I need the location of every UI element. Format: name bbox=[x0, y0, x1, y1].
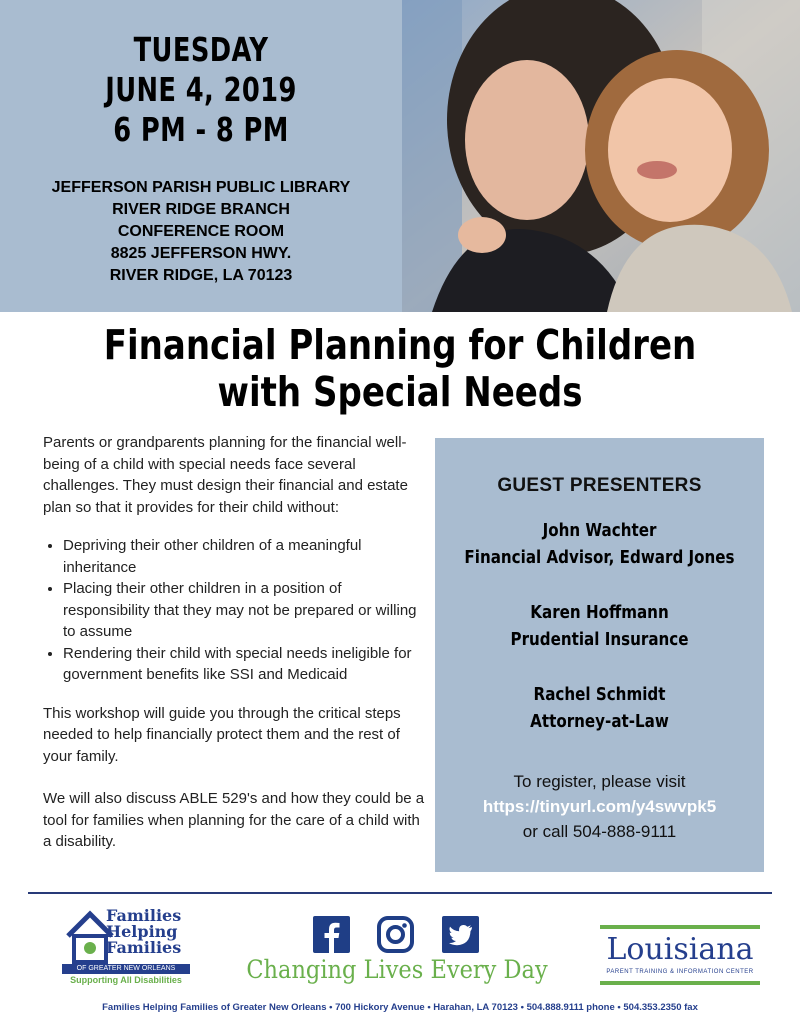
presenter-role: Prudential Insurance bbox=[510, 629, 689, 650]
presenter-name: Karen Hoffmann bbox=[530, 602, 669, 623]
la-subtitle: PARENT TRAINING & INFORMATION CENTER bbox=[606, 969, 754, 975]
facebook-icon[interactable] bbox=[313, 916, 350, 953]
divider bbox=[28, 892, 772, 894]
presenter bbox=[461, 517, 737, 571]
page-title bbox=[68, 322, 732, 416]
hero-photo bbox=[402, 0, 800, 312]
event-venue bbox=[0, 177, 402, 287]
logo-rule bbox=[600, 981, 760, 985]
able-paragraph: We will also discuss ABLE 529's and how they could be a tool for families when planning for the care of a child with a disability. bbox=[43, 790, 425, 850]
bullet-list bbox=[43, 535, 428, 686]
register-phone: or call 504-888-9111 bbox=[522, 822, 677, 841]
list-item: • Depriving their other children of a meaningful inheritance bbox=[63, 535, 428, 578]
louisiana-ptic-logo bbox=[600, 925, 760, 987]
la-wordmark: Louisiana bbox=[606, 932, 754, 967]
list-item: • Placing their other children in a position of responsibility that they may not be prepared or willing to assume bbox=[63, 578, 428, 643]
fhf-band: OF GREATER NEW ORLEANS bbox=[62, 964, 190, 974]
footer-contact: Families Helping Families of Greater New Orleans • 700 Hickory Avenue • Harahan, LA 70123 • 504.888.9111 phone • 504.353.2350 fax bbox=[102, 1002, 698, 1013]
instagram-icon[interactable] bbox=[377, 916, 414, 953]
description bbox=[43, 432, 428, 853]
fhf-logo bbox=[50, 908, 190, 988]
presenter-role: Attorney-at-Law bbox=[530, 711, 669, 732]
event-date-time bbox=[44, 30, 358, 150]
title-line: with Special Needs bbox=[217, 368, 583, 416]
fhf-name: Families Helping Families bbox=[106, 906, 182, 957]
presenter bbox=[461, 599, 737, 653]
register-link[interactable]: https://tinyurl.com/y4swvpk5 bbox=[482, 797, 717, 816]
twitter-icon[interactable] bbox=[442, 916, 479, 953]
intro-paragraph: Parents or grandparents planning for the financial well-being of a child with special needs face several challenges. They must design their financial and estate plan so that it provides for their child without: bbox=[43, 434, 408, 516]
register-text: To register, please visit bbox=[513, 772, 686, 791]
event-time: 6 PM - 8 PM bbox=[113, 110, 289, 149]
logo-rule bbox=[600, 925, 760, 929]
presenter bbox=[461, 681, 737, 735]
presenter-name: John Wachter bbox=[542, 520, 657, 541]
title-line: Financial Planning for Children bbox=[103, 321, 697, 369]
presenter-role: Financial Advisor, Edward Jones bbox=[464, 547, 735, 568]
presenters-heading: GUEST PRESENTERS bbox=[497, 475, 702, 496]
venue-line: 8825 JEFFERSON HWY. bbox=[110, 245, 292, 262]
registration bbox=[435, 769, 764, 844]
list-item: • Rendering their child with special needs ineligible for government benefits like SSI and Medicaid bbox=[63, 643, 428, 686]
event-date: JUNE 4, 2019 bbox=[105, 70, 297, 109]
tagline: Changing Lives Every Day bbox=[246, 955, 548, 984]
event-day: TUESDAY bbox=[133, 30, 269, 69]
venue-line: RIVER RIDGE BRANCH bbox=[112, 201, 290, 218]
workshop-paragraph: This workshop will guide you through the critical steps needed to help financially protect them and the rest of your family. bbox=[43, 704, 401, 765]
fhf-tagline: Supporting All Disabilities bbox=[70, 975, 182, 985]
presenter-name: Rachel Schmidt bbox=[533, 684, 666, 705]
venue-line: JEFFERSON PARISH PUBLIC LIBRARY bbox=[51, 179, 351, 196]
venue-line: CONFERENCE ROOM bbox=[117, 223, 285, 240]
venue-line: RIVER RIDGE, LA 70123 bbox=[109, 267, 293, 284]
presenters-panel bbox=[435, 438, 764, 872]
